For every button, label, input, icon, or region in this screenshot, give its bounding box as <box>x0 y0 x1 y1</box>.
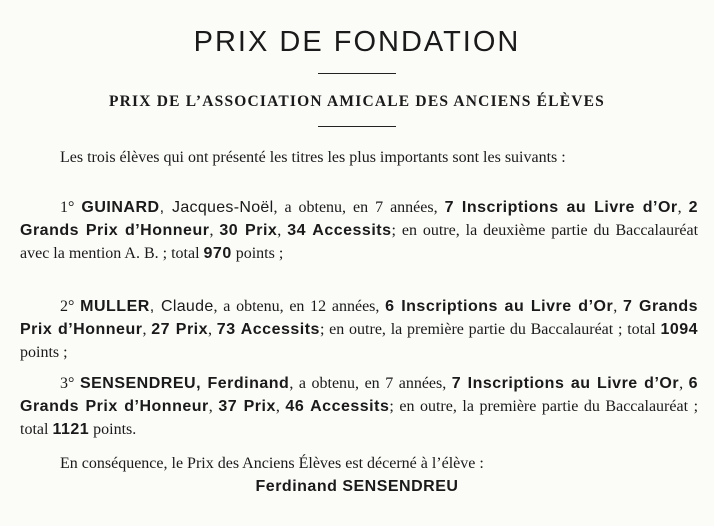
separator: , <box>275 398 286 415</box>
separator: , <box>208 398 219 415</box>
prix-count: 30 Prix <box>219 222 278 239</box>
entry-number: 1° <box>60 199 75 216</box>
separator: , <box>209 222 220 239</box>
separator: , <box>142 321 152 338</box>
entry-text: , a obtenu, en 7 années, <box>289 375 452 392</box>
entry-paragraph <box>20 372 698 441</box>
grands-prix-count: 2 Grands Prix d’Honneur <box>20 199 699 239</box>
separator: , <box>677 199 689 216</box>
entry-paragraph <box>20 295 698 364</box>
total-points: 1094 <box>660 321 699 338</box>
entry-text: , a obtenu, en 7 années, <box>273 199 445 216</box>
subtitle-rule <box>318 126 396 127</box>
student-surname: SENSENDREU <box>79 375 197 392</box>
accessits-count: 73 Accessits <box>216 321 320 338</box>
prix-count: 37 Prix <box>218 398 276 415</box>
laureate-name: Ferdinand SENSENDREU <box>255 478 459 495</box>
entry-text: , a obtenu, en 12 années, <box>213 298 386 315</box>
entry-paragraph <box>20 196 698 265</box>
accessits-count: 34 Accessits <box>287 222 392 239</box>
accessits-count: 46 Accessits <box>285 398 390 415</box>
inscriptions-count: 6 Inscriptions au Livre d’Or <box>385 298 614 315</box>
entry-text: ; en outre, la deuxième partie du Baccalauréat avec la mention A. B. ; total <box>20 222 699 262</box>
entry-text: points ; <box>20 344 68 361</box>
inscriptions-count: 7 Inscriptions au Livre d’Or <box>451 375 680 392</box>
intro-paragraph: Les trois élèves qui ont présenté les titres les plus importants sont les suivants : <box>60 149 566 166</box>
entry-number: 3° <box>60 375 75 392</box>
prix-count: 27 Prix <box>151 321 209 338</box>
page-title: PRIX DE FONDATION <box>193 26 521 58</box>
separator: , <box>613 298 623 315</box>
separator: , <box>679 375 689 392</box>
total-points: 970 <box>203 245 232 262</box>
entry-number: 2° <box>60 298 75 315</box>
entry-text: points ; <box>231 245 284 262</box>
inscriptions-count: 7 Inscriptions au Livre d’Or <box>444 199 678 216</box>
student-given-name: , Jacques-Noël <box>159 199 274 216</box>
student-given-name: , Claude <box>149 298 214 315</box>
separator: , <box>208 321 217 338</box>
entry-text: ; en outre, la première partie du Baccalauréat ; total <box>20 398 699 438</box>
subtitle: PRIX DE L’ASSOCIATION AMICALE DES ANCIENS ÉLÈVES <box>108 93 606 110</box>
entry-text: ; en outre, la première partie du Baccalauréat ; total <box>319 321 661 338</box>
title-rule <box>318 73 396 74</box>
grands-prix-count: 7 Grands Prix d’Honneur <box>20 298 699 338</box>
entry-text: points. <box>89 421 137 438</box>
total-points: 1121 <box>52 421 90 438</box>
separator: , <box>277 222 288 239</box>
student-surname: GUINARD <box>81 199 160 216</box>
grands-prix-count: 6 Grands Prix d’Honneur <box>20 375 699 415</box>
student-given-name: , Ferdinand <box>196 375 290 392</box>
student-surname: MULLER <box>80 298 150 315</box>
conclusion-paragraph: En conséquence, le Prix des Anciens Élèves est décerné à l’élève : <box>60 455 484 472</box>
